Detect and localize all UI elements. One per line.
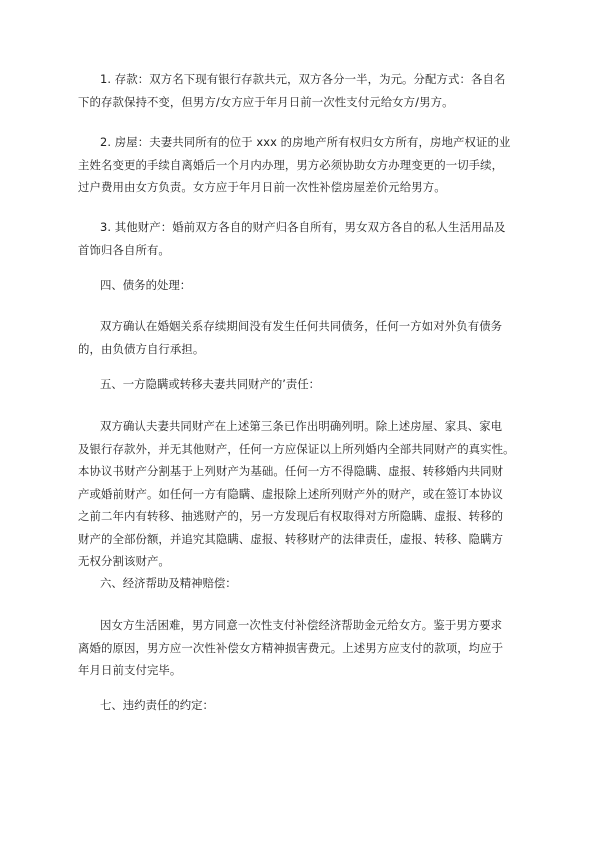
section-heading-liability: 七、违约责任的约定： (100, 698, 214, 712)
text-line: 产或婚前财产。如任何一方有隐瞒、虚报除上述所列财产外的财产，或在签订本协议 (78, 486, 504, 501)
text-line: 双方确认夫妻共同财产在上述第三条已作出明确列明。除上述房屋、家具、家电 (100, 419, 503, 433)
text-line: 无权分割该财产。 (78, 554, 170, 568)
text-line: 财产的全部份额，并追究其隐瞒、虚报、转移财产的法律责任，虚报、转移、隐瞒方 (78, 531, 504, 546)
text-line: 年月日前支付完毕。 (78, 663, 182, 677)
text-line: 过户费用由女方负责。女方应于年月日前一次性补偿房屋差价元给男方。 (78, 180, 446, 194)
paragraph-debts (78, 315, 524, 360)
section-heading-compensation: 六、经济帮助及精神赔偿： (100, 576, 237, 590)
text-line: 1. 存款：双方名下现有银行存款共元，双方各分一半，为元。分配方式：各自名 (100, 72, 506, 86)
paragraph-house (78, 131, 524, 199)
paragraph-concealment (78, 415, 524, 573)
paragraph-other-property (78, 216, 524, 261)
paragraph-compensation (78, 614, 524, 682)
text-line: 因女方生活困难，男方同意一次性支付补偿经济帮助金元给女方。鉴于男方要求 (100, 618, 503, 632)
text-line: 的，由负债方自行承担。 (78, 341, 205, 356)
text-line: 及银行存款外，并无其他财产，任何一方应保证以上所列婚内全部共同财产的真实性。 (78, 441, 515, 456)
text-line: 之前二年内有转移、抽逃财产的，另一方发现后有权取得对方所隐瞒、虚报、转移的 (78, 509, 504, 523)
text-line: 2. 房屋：夫妻共同所有的位于 xxx 的房地产所有权归女方所有，房地产权证的业 (100, 135, 511, 149)
text-line: 双方确认在婚姻关系存续期间没有发生任何共同债务，任何一方如对外负有债务 (100, 319, 503, 333)
section-heading-debts: 四、债务的处理： (100, 278, 192, 292)
text-line: 主姓名变更的手续自离婚后一个月内办理，男方必须协助女方办理变更的一切手续， (78, 157, 504, 172)
text-line: 下的存款保持不变，但男方/女方应于年月日前一次性支付元给女方/男方。 (78, 94, 454, 109)
section-heading-concealment: 五、一方隐瞒或转移夫妻共同财产的’责任： (100, 377, 321, 391)
paragraph-deposits (78, 68, 524, 113)
text-line: 首饰归各自所有。 (78, 242, 170, 257)
text-line: 本协议书财产分割基于上列财产为基础。任何一方不得隐瞒、虚报、转移婚内共同财 (78, 464, 504, 478)
text-line: 3. 其他财产：婚前双方各自的财产归各自所有，男女双方各自的私人生活用品及 (100, 220, 506, 234)
text-line: 离婚的原因，男方应一次性补偿女方精神损害费元。上述男方应支付的款项，均应于 (78, 640, 504, 655)
